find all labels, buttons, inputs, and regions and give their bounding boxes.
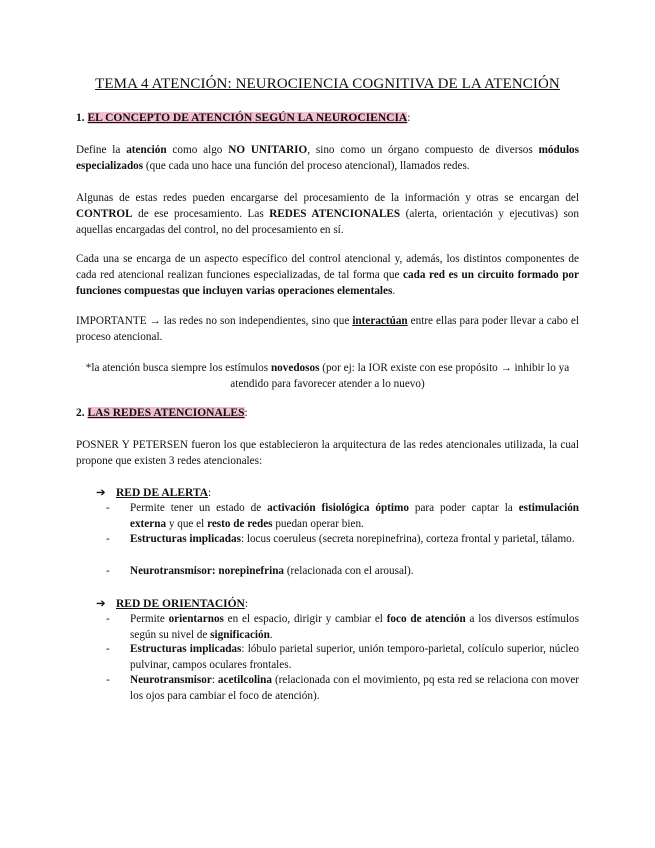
bold-text: CONTROL	[76, 208, 133, 220]
bold-text: Estructuras implicadas	[130, 643, 242, 655]
dash-icon: -	[106, 674, 110, 686]
text: como algo	[166, 144, 229, 156]
text: (que cada uno hace una función del proceso atencional), llamados redes.	[143, 160, 470, 172]
text: puedan operar bien.	[272, 517, 364, 530]
dash-icon: -	[106, 613, 110, 625]
text: para poder captar la	[408, 502, 519, 514]
section-1-label: EL CONCEPTO DE ATENCIÓN SEGÚN LA NEUROCIENCIA	[87, 112, 408, 124]
dash-icon: -	[106, 502, 110, 514]
text: : locus coeruleus (secreta norepinefrina), corteza frontal y parietal, tálamo.	[240, 533, 575, 545]
text: IMPORTANTE → las redes no son independientes, sino que	[76, 315, 353, 327]
section-1-number: 1.	[76, 112, 85, 124]
paragraph-control	[76, 190, 579, 238]
paragraph-important	[76, 313, 579, 345]
text: en el espacio, dirigir y cambiar el	[223, 613, 387, 625]
section-2-colon: :	[244, 407, 248, 419]
colon: :	[208, 487, 212, 499]
novelty-note	[76, 360, 579, 392]
dash-icon: -	[106, 643, 110, 655]
section-2-label: LAS REDES ATENCIONALES	[87, 407, 245, 419]
bold-text: REDES ATENCIONALES	[269, 208, 401, 220]
text: a los diversos estímulos según su nivel de	[130, 613, 579, 641]
text: Algunas de estas redes pueden encargarse del procesamiento de la información y otras se encargan del	[76, 192, 579, 204]
bold-text: Neurotransmisor	[130, 674, 212, 686]
orientation-network-label: RED DE ORIENTACIÓN	[116, 598, 245, 610]
text: Cada una se encarga de un aspecto específico del control atencional y, además, los distintos componentes de cada red atencional realizan funciones especializadas, de tal forma que	[76, 253, 579, 281]
bold-text: NO UNITARIO	[228, 144, 308, 156]
bold-text: Estructuras implicadas	[130, 533, 241, 545]
text: y que el	[166, 517, 208, 530]
bold-text: Neurotransmisor: norepinefrina	[130, 565, 285, 577]
alert-bullet-structures	[106, 532, 579, 548]
bold-text: activación fisiológica óptimo	[267, 502, 409, 514]
alert-network-heading	[96, 485, 211, 499]
colon: :	[244, 598, 249, 610]
paragraph-definition	[76, 142, 579, 174]
bold-text: significación	[210, 628, 270, 641]
bold-text: orientarnos	[168, 613, 224, 625]
text: (relacionada con el arousal).	[284, 565, 414, 577]
section-1-colon: :	[407, 112, 411, 124]
text: : lóbulo parietal superior, unión temporo-parietal, colículo superior, núcleo pulvinar, campos oculares frontales.	[130, 643, 579, 671]
text: .	[269, 628, 273, 641]
text: , sino como un órgano compuesto de diversos	[307, 144, 539, 156]
section-2-number: 2.	[76, 407, 85, 419]
text: de ese procesamiento. Las	[132, 208, 270, 220]
dash-icon: -	[106, 533, 110, 545]
paragraph-posner: POSNER Y PETERSEN fueron los que establecieron la arquitectura de las redes atencionales utilizada, la cual propone que existen 3 redes atencionales:	[76, 439, 579, 467]
orientation-network-heading	[96, 596, 248, 610]
bold-text: módulos especializados	[76, 144, 580, 172]
alert-network-label: RED DE ALERTA	[116, 487, 209, 499]
dash-icon: -	[106, 565, 110, 577]
alert-bullet-function	[106, 501, 580, 532]
bold-text: interactúan	[352, 315, 408, 327]
bold-text: cada red es un circuito formado por funciones compuestas que incluyen varias operaciones elementales	[76, 269, 579, 297]
bold-text: acetilcolina	[217, 674, 272, 686]
text: Permite tener un estado de	[130, 502, 268, 514]
bold-text: resto de redes	[207, 517, 273, 530]
bold-text: estimulación externa	[130, 502, 580, 530]
text: Permite	[130, 613, 169, 625]
document-title: TEMA 4 ATENCIÓN: NEUROCIENCIA COGNITIVA DE LA ATENCIÓN	[95, 76, 560, 92]
text: (por ej: la IOR existe con ese propósito → inhibir lo ya atendido para favorecer atender a lo nuevo)	[230, 362, 570, 390]
section-1-heading	[76, 112, 410, 124]
orientation-bullet-neurotransmitter	[106, 673, 580, 704]
text: :	[211, 674, 218, 686]
arrow-icon: ➔	[96, 487, 106, 499]
text: Define la	[76, 144, 127, 156]
text: entre ellas para poder llevar a cabo el proceso atencional.	[76, 315, 579, 343]
orientation-bullet-function	[106, 612, 579, 643]
bold-text: novedosos	[270, 362, 320, 374]
paragraph-circuits	[76, 251, 579, 299]
text: *la atención busca siempre los estímulos	[85, 362, 271, 374]
bold-text: foco de atención	[386, 613, 466, 625]
bold-text: atención	[126, 144, 167, 156]
text: (alerta, orientación y ejecutivas) son aquellas encargadas del control, no del procesamiento en sí.	[76, 208, 579, 236]
text: .	[392, 285, 396, 297]
section-2-heading	[76, 407, 248, 419]
orientation-bullet-structures	[106, 642, 579, 673]
arrow-icon: ➔	[96, 598, 106, 610]
alert-bullet-neurotransmitter	[106, 564, 579, 580]
text: (relacionada con el movimiento, pq esta red se relaciona con mover los ojos para cambiar el foco de atención).	[130, 674, 580, 702]
